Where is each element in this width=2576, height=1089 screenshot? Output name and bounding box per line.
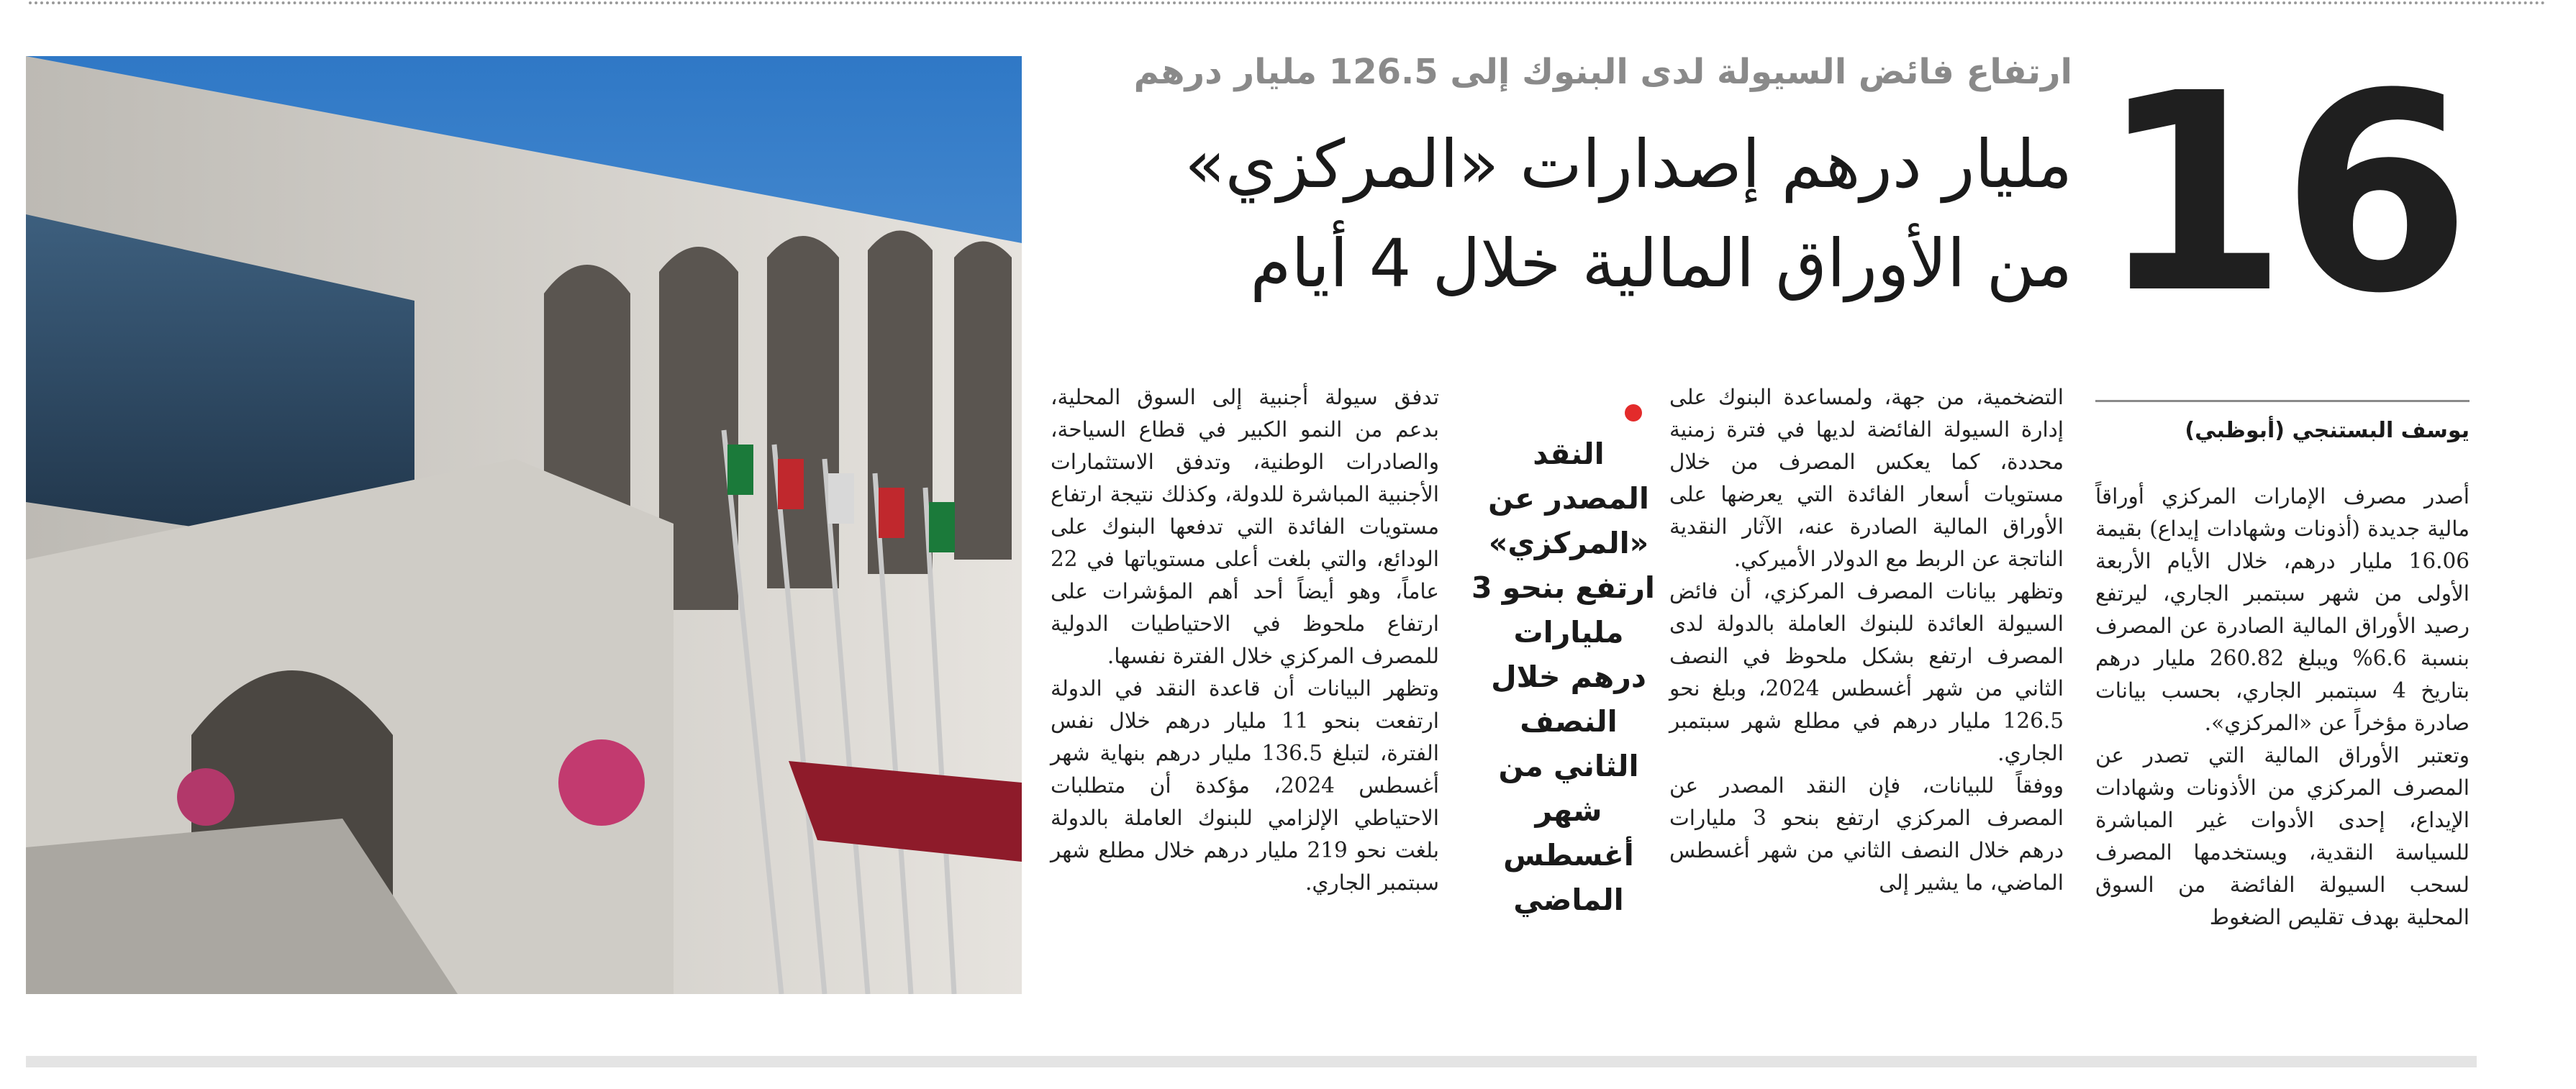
kicker: ارتفاع فائض السيولة لدى البنوك إلى 126.5 مليار درهم bbox=[1133, 52, 2072, 92]
byline-rule bbox=[2095, 400, 2470, 402]
headline-line: مليار درهم إصدارات «المركزي» bbox=[1184, 126, 2072, 203]
pull-quote-line: الماضي bbox=[1513, 883, 1624, 917]
paragraph: وتعتبر الأوراق المالية التي تصدر عن المصرف المركزي من الأذونات وشهادات الإيداع، إحدى الأدوات غير المباشرة للسياسة النقدية، ويستخدمها المصرف لسحب السيولة الفائضة من السوق المحلية بهدف تقليص الضغوط bbox=[2095, 743, 2470, 929]
pull-quote-line: «المركزي» bbox=[1488, 526, 1649, 560]
bottom-rule bbox=[26, 1056, 2477, 1067]
building-illustration bbox=[26, 56, 1022, 994]
top-dotted-rule bbox=[29, 1, 2547, 4]
paragraph: التضخمية، من جهة، ولمساعدة البنوك على إدارة السيولة الفائضة لديها في فترة زمنية محددة، كما يعكس المصرف من خلال مستويات أسعار الفائدة التي يعرضها على الأوراق المالية الصادرة عنه، الآثار النقدية الناتجة عن الربط مع الدولار الأميركي. bbox=[1669, 385, 2064, 571]
big-number: 16 bbox=[2097, 35, 2464, 353]
paragraph: وتظهر بيانات المصرف المركزي، أن فائض السيولة العائدة للبنوك العاملة بالدولة لدى المصرف ارتفع بشكل ملحوظ في النصف الثاني من شهر أغسطس 2024، وبلغ نحو 126.5 مليار درهم في مطلع شهر سبتمبر الجاري. bbox=[1669, 579, 2064, 765]
pull-quote-line: الثاني من bbox=[1498, 749, 1639, 783]
article-column-1 bbox=[2095, 480, 2470, 998]
pull-quote-line: النصف bbox=[1520, 704, 1618, 739]
pull-quote-line: أغسطس bbox=[1503, 838, 1634, 872]
pull-quote-line: المصدر عن bbox=[1488, 481, 1649, 516]
article-column-3 bbox=[1051, 381, 1439, 1014]
pull-quote-line: مليارات bbox=[1513, 615, 1624, 650]
headline-line: من الأوراق المالية خلال 4 أيام bbox=[1250, 225, 2072, 302]
pull-quote-line: النقد bbox=[1533, 437, 1605, 471]
paragraph: وتظهر البيانات أن قاعدة النقد في الدولة ارتفعت بنحو 11 مليار درهم خلال نفس الفترة، لتبلغ 136.5 مليار درهم بنهاية شهر أغسطس 2024، مؤكدة أن متطلبات الاحتياطي الإلزامي للبنوك العاملة بالدولة بلغت نحو 219 مليار درهم خلال مطلع شهر سبتمبر الجاري. bbox=[1051, 676, 1439, 895]
pull-quote-line: درهم خلال bbox=[1491, 660, 1646, 694]
paragraph: تدفق سيولة أجنبية إلى السوق المحلية، بدعم من النمو الكبير في قطاع السياحة، والصادرات الوطنية، وتدفق الاستثمارات الأجنبية المباشرة للدولة، وكذلك نتيجة ارتفاع مستويات الفائدة التي تدفعها البنوك على الودائع، والتي بلغت أعلى مستوياتها في 22 عاماً، وهو أيضاً أحد أهم المؤشرات على ارتفاع ملحوظ في الاحتياطيات الدولية للمصرف المركزي خلال الفترة نفسها. bbox=[1051, 385, 1439, 668]
pull-quote-line: شهر bbox=[1535, 793, 1602, 828]
byline: يوسف البستنجي (أبوظبي) bbox=[2185, 418, 2470, 443]
article-column-2 bbox=[1669, 381, 2064, 1014]
pull-quote-dot bbox=[1625, 404, 1642, 422]
pull-quote-line: ارتفع بنحو 3 bbox=[1471, 570, 1655, 605]
central-bank-building-photo bbox=[26, 56, 1022, 994]
paragraph: ووفقاً للبيانات، فإن النقد المصدر عن المصرف المركزي ارتفع بنحو 3 مليارات درهم خلال النصف الثاني من شهر أغسطس الماضي، ما يشير إلى bbox=[1669, 773, 2064, 895]
paragraph: أصدر مصرف الإمارات المركزي أوراقاً مالية جديدة (أذونات وشهادات إيداع) بقيمة 16.06 مليار درهم، خلال الأيام الأربعة الأولى من شهر سبتمبر الجاري، ليرتفع رصيد الأوراق المالية الصادرة عن المصرف بنسبة 6.6% ويبلغ 260.82 مليار درهم بتاريخ 4 سبتمبر الجاري، بحسب بيانات صادرة مؤخراً عن «المركزي». bbox=[2095, 484, 2470, 735]
headline bbox=[1173, 115, 2072, 331]
pull-quote bbox=[1471, 432, 1655, 978]
